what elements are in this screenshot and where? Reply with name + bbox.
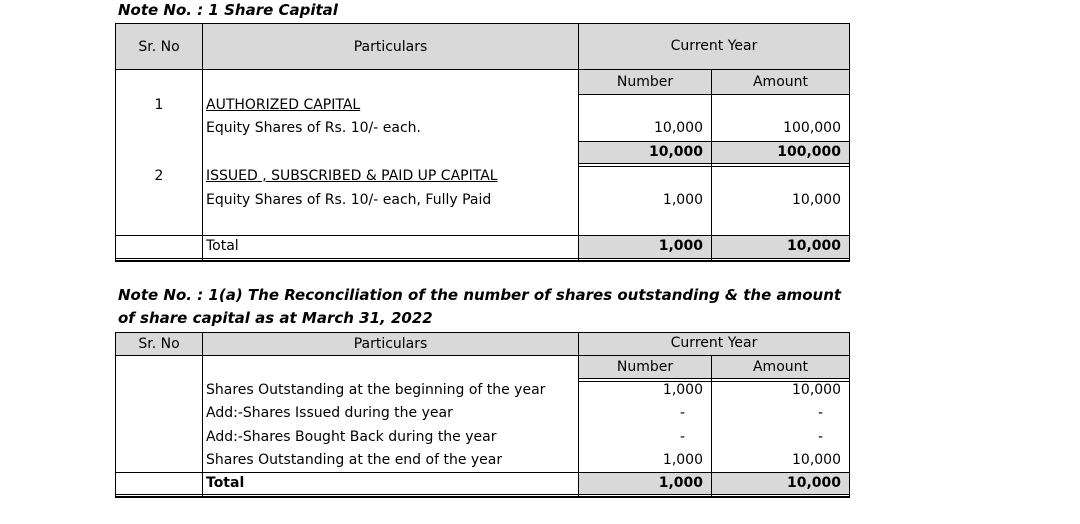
note1-header-current-year: Current Year [670, 38, 758, 54]
note1a-row-label: Shares Outstanding at the beginning of the year [206, 382, 546, 398]
note1a-header-sr-no: Sr. No [138, 336, 180, 352]
note1-header-amount: Amount [752, 74, 808, 90]
note1a-row-number: - [679, 405, 685, 421]
note1-row2-heading: ISSUED , SUBSCRIBED & PAID UP CAPITAL [206, 168, 498, 184]
note1-row1-desc: Equity Shares of Rs. 10/- each. [206, 120, 421, 136]
note1a-header-number: Number [616, 359, 674, 375]
note1a-row-amount: - [817, 429, 823, 445]
note1a-row-number: 1,000 [662, 452, 703, 468]
note1-total-label: Total [206, 238, 239, 254]
note1a-title-line2: of share capital as at March 31, 2022 [118, 309, 433, 327]
note1a-row-amount: 10,000 [792, 382, 841, 398]
note1a-row-label: Shares Outstanding at the end of the year [206, 452, 503, 468]
note1-row1-number: 10,000 [654, 120, 703, 136]
note1a-row-label: Add:-Shares Issued during the year [206, 405, 453, 421]
note1a-header-current-year: Current Year [670, 335, 758, 351]
note1-row1-heading: AUTHORIZED CAPITAL [206, 97, 361, 113]
note1-row2-sr: 2 [154, 168, 164, 184]
note1a-total-number: 1,000 [658, 475, 703, 491]
note1-header-particulars: Particulars [353, 39, 428, 55]
note1-row1-subtotal-number: 10,000 [648, 144, 703, 160]
note1a-total-label: Total [206, 475, 245, 491]
note1a-title-line1: Note No. : 1(a) The Reconciliation of the number of shares outstanding & the amount [118, 286, 842, 304]
note1a-row-number: 1,000 [662, 382, 703, 398]
note1a-row-amount: - [817, 405, 823, 421]
note1a-header-particulars: Particulars [353, 336, 428, 352]
note1-total-amount: 10,000 [786, 238, 841, 254]
note1-row1-amount: 100,000 [783, 120, 841, 136]
note1-row2-number: 1,000 [662, 192, 703, 208]
note1-header-number: Number [616, 74, 674, 90]
note1-row1-sr: 1 [154, 97, 164, 113]
note1a-row-label: Add:-Shares Bought Back during the year [206, 429, 497, 445]
note1-header-sr-no: Sr. No [138, 39, 180, 55]
note1-total-number: 1,000 [658, 238, 703, 254]
note1a-total-amount: 10,000 [786, 475, 841, 491]
note1a-header-amount: Amount [752, 359, 808, 375]
note1-row2-desc: Equity Shares of Rs. 10/- each, Fully Paid [206, 192, 492, 208]
note1a-row-amount: 10,000 [792, 452, 841, 468]
note1a-row-number: - [679, 429, 685, 445]
note1-row2-amount: 10,000 [792, 192, 841, 208]
note1-row1-subtotal-amount: 100,000 [777, 144, 841, 160]
note1-title: Note No. : 1 Share Capital [118, 1, 338, 19]
